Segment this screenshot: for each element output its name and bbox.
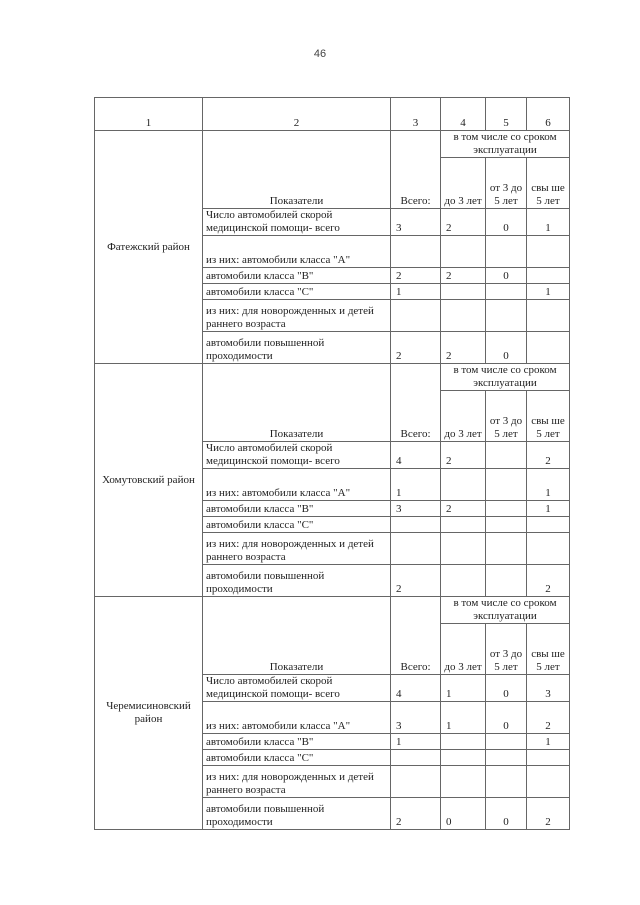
to3-value	[441, 300, 486, 332]
indicator-label: автомобили класса "С"	[203, 750, 391, 766]
vehicles-table	[94, 97, 570, 830]
indicator-label: автомобили класса "В"	[203, 268, 391, 284]
total-header: Всего:	[391, 131, 441, 209]
indicator-label: Число автомобилей скорой медицинской помощи- всего	[203, 675, 391, 702]
over5-value	[527, 300, 570, 332]
indicator-label: из них: для новорожденных и детей раннего возраста	[203, 300, 391, 332]
over5-value: 2	[527, 442, 570, 469]
to3-value: 2	[441, 209, 486, 236]
over5-value: 1	[527, 284, 570, 300]
3to5-value: 0	[486, 332, 527, 364]
indicator-label: автомобили класса "В"	[203, 734, 391, 750]
to3-value	[441, 469, 486, 501]
indicator-label: из них: для новорожденных и детей раннего возраста	[203, 533, 391, 565]
over5-value	[527, 533, 570, 565]
3to5-value	[486, 517, 527, 533]
indicator-label: автомобили класса "С"	[203, 517, 391, 533]
total-value: 3	[391, 501, 441, 517]
over5-value	[527, 236, 570, 268]
indicator-label: из них: автомобили класса "А"	[203, 469, 391, 501]
to3-value	[441, 517, 486, 533]
total-value: 4	[391, 675, 441, 702]
3to5-value	[486, 766, 527, 798]
indicator-label: из них: автомобили класса "А"	[203, 236, 391, 268]
to3-value	[441, 284, 486, 300]
3to5-value	[486, 236, 527, 268]
over5-value	[527, 268, 570, 284]
to3-header: до 3 лет	[441, 624, 486, 675]
indicator-label: Число автомобилей скорой медицинской помощи- всего	[203, 209, 391, 236]
3to5-value: 0	[486, 798, 527, 830]
to3-value	[441, 734, 486, 750]
indicator-label: Число автомобилей скорой медицинской помощи- всего	[203, 442, 391, 469]
over5-value: 2	[527, 798, 570, 830]
to3-value: 2	[441, 268, 486, 284]
over5-value	[527, 766, 570, 798]
3to5-header: от 3 до 5 лет	[486, 391, 527, 442]
column-number-3: 3	[391, 98, 441, 131]
column-number-2: 2	[203, 98, 391, 131]
over5-value: 1	[527, 209, 570, 236]
to3-value: 1	[441, 675, 486, 702]
3to5-value: 0	[486, 209, 527, 236]
over5-header: свы ше 5 лет	[527, 158, 570, 209]
indicator-label: автомобили класса "С"	[203, 284, 391, 300]
to3-value	[441, 565, 486, 597]
3to5-value	[486, 469, 527, 501]
indicator-label: автомобили повышенной проходимости	[203, 565, 391, 597]
to3-value: 2	[441, 501, 486, 517]
3to5-value	[486, 501, 527, 517]
to3-value: 0	[441, 798, 486, 830]
to3-header: до 3 лет	[441, 391, 486, 442]
indicator-label: автомобили класса "В"	[203, 501, 391, 517]
indicator-label: из них: для новорожденных и детей раннего возраста	[203, 766, 391, 798]
column-number-row	[95, 98, 570, 131]
to3-value: 1	[441, 702, 486, 734]
3to5-value	[486, 565, 527, 597]
3to5-header: от 3 до 5 лет	[486, 624, 527, 675]
section-header-row	[95, 131, 570, 158]
3to5-value: 0	[486, 268, 527, 284]
column-number-5: 5	[486, 98, 527, 131]
indicator-label: автомобили повышенной проходимости	[203, 332, 391, 364]
3to5-value	[486, 734, 527, 750]
page-number: 46	[313, 48, 327, 60]
to3-value	[441, 750, 486, 766]
total-value	[391, 766, 441, 798]
3to5-header: от 3 до 5 лет	[486, 158, 527, 209]
district-name: Хомутовский район	[95, 364, 203, 597]
to3-value	[441, 236, 486, 268]
3to5-value	[486, 442, 527, 469]
indicators-header: Показатели	[203, 364, 391, 442]
total-value: 2	[391, 798, 441, 830]
total-value: 3	[391, 702, 441, 734]
over5-header: свы ше 5 лет	[527, 624, 570, 675]
over5-value	[527, 332, 570, 364]
over5-value: 1	[527, 469, 570, 501]
district-name: Черемисиновский район	[95, 597, 203, 830]
to3-value: 2	[441, 332, 486, 364]
indicators-header: Показатели	[203, 597, 391, 675]
section-header-row	[95, 597, 570, 624]
total-value	[391, 750, 441, 766]
total-value: 2	[391, 565, 441, 597]
total-value: 1	[391, 469, 441, 501]
3to5-value	[486, 300, 527, 332]
over5-value: 1	[527, 501, 570, 517]
section-header-row	[95, 364, 570, 391]
term-group-header: в том числе со сроком эксплуатации	[441, 364, 570, 391]
over5-value: 2	[527, 702, 570, 734]
total-value	[391, 300, 441, 332]
total-value	[391, 533, 441, 565]
3to5-value	[486, 284, 527, 300]
total-value: 4	[391, 442, 441, 469]
district-name: Фатежский район	[95, 131, 203, 364]
over5-value	[527, 750, 570, 766]
over5-value	[527, 517, 570, 533]
total-value	[391, 517, 441, 533]
total-value	[391, 236, 441, 268]
total-value: 2	[391, 268, 441, 284]
total-value: 1	[391, 284, 441, 300]
over5-value: 2	[527, 565, 570, 597]
total-header: Всего:	[391, 364, 441, 442]
3to5-value: 0	[486, 675, 527, 702]
3to5-value	[486, 533, 527, 565]
over5-value: 3	[527, 675, 570, 702]
to3-value: 2	[441, 442, 486, 469]
indicator-label: из них: автомобили класса "А"	[203, 702, 391, 734]
over5-header: свы ше 5 лет	[527, 391, 570, 442]
indicator-label: автомобили повышенной проходимости	[203, 798, 391, 830]
over5-value: 1	[527, 734, 570, 750]
to3-value	[441, 533, 486, 565]
column-number-6: 6	[527, 98, 570, 131]
total-value: 1	[391, 734, 441, 750]
column-number-4: 4	[441, 98, 486, 131]
total-value: 2	[391, 332, 441, 364]
to3-value	[441, 766, 486, 798]
total-value: 3	[391, 209, 441, 236]
term-group-header: в том числе со сроком эксплуатации	[441, 131, 570, 158]
3to5-value: 0	[486, 702, 527, 734]
indicators-header: Показатели	[203, 131, 391, 209]
to3-header: до 3 лет	[441, 158, 486, 209]
3to5-value	[486, 750, 527, 766]
total-header: Всего:	[391, 597, 441, 675]
term-group-header: в том числе со сроком эксплуатации	[441, 597, 570, 624]
column-number-1: 1	[95, 98, 203, 131]
